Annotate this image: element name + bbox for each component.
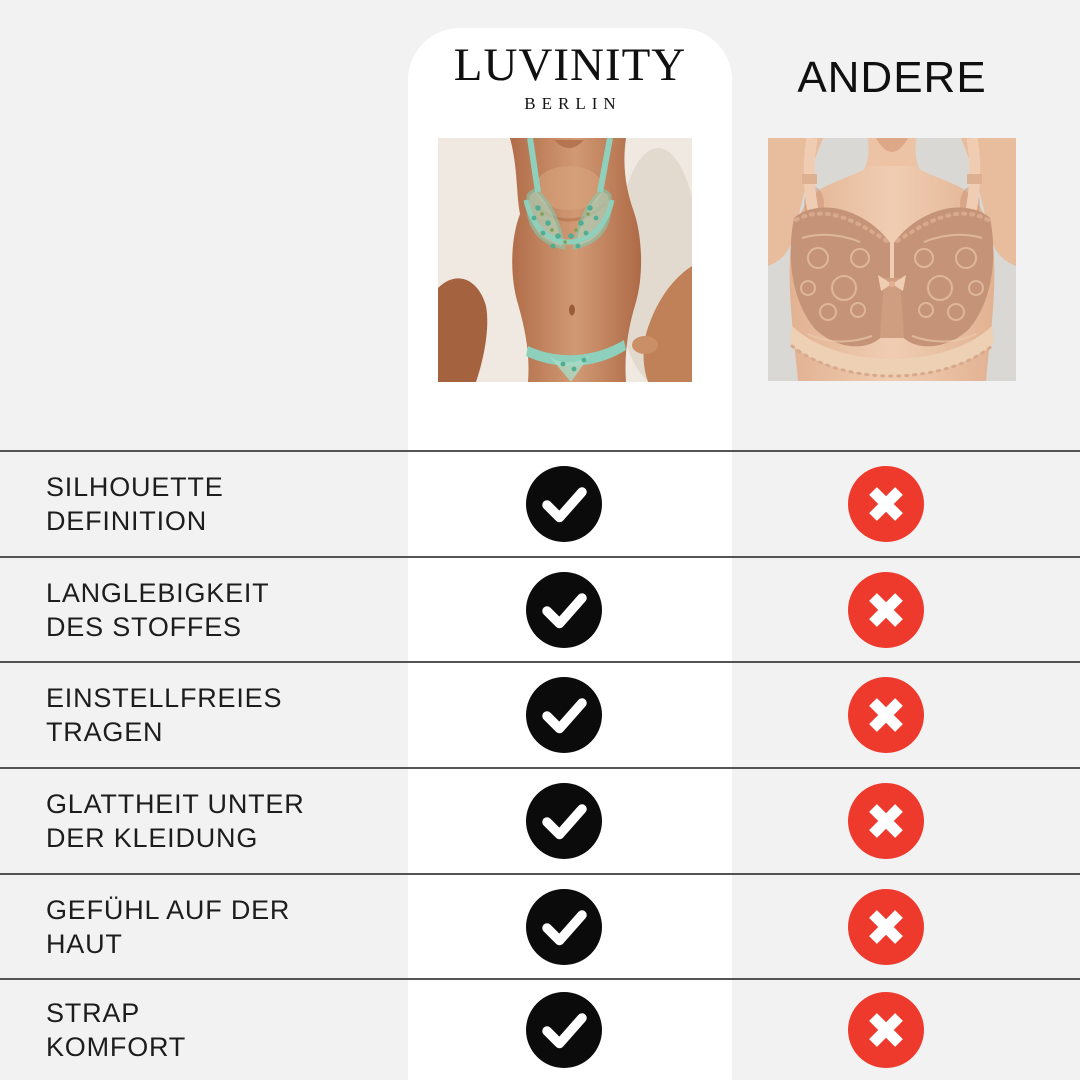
table-row	[0, 873, 1080, 979]
check-icon	[526, 677, 602, 753]
row-label: GEFÜHL AUF DER HAUT	[46, 894, 291, 959]
row-label: LANGLEBIGKEIT DES STOFFES	[46, 577, 270, 642]
brand-header	[408, 39, 732, 113]
check-icon	[526, 783, 602, 859]
andere-product-photo	[768, 138, 1016, 381]
check-icon	[526, 572, 602, 648]
row-label: EINSTELLFREIES TRAGEN	[46, 683, 283, 748]
competitor-heading: ANDERE	[797, 53, 987, 102]
x-icon	[848, 783, 924, 859]
check-icon	[526, 889, 602, 965]
table-row	[0, 978, 1080, 1080]
luvinity-product-photo	[438, 138, 692, 382]
x-icon	[848, 889, 924, 965]
check-icon	[526, 466, 602, 542]
brand-logo: LUVINITY	[453, 39, 687, 91]
x-icon	[848, 677, 924, 753]
check-icon	[526, 992, 602, 1068]
andere-photo-illustration	[768, 138, 1016, 381]
comparison-table	[0, 450, 1080, 1080]
row-label: SILHOUETTE DEFINITION	[46, 471, 224, 536]
x-icon	[848, 466, 924, 542]
row-label: GLATTHEIT UNTER DER KLEIDUNG	[46, 788, 305, 853]
table-row	[0, 767, 1080, 873]
table-row	[0, 661, 1080, 767]
x-icon	[848, 992, 924, 1068]
table-row	[0, 556, 1080, 662]
table-row	[0, 450, 1080, 556]
luvinity-photo-illustration	[438, 138, 692, 382]
row-label: STRAP KOMFORT	[46, 998, 187, 1063]
x-icon	[848, 572, 924, 648]
brand-logo-subtitle: BERLIN	[524, 94, 622, 113]
